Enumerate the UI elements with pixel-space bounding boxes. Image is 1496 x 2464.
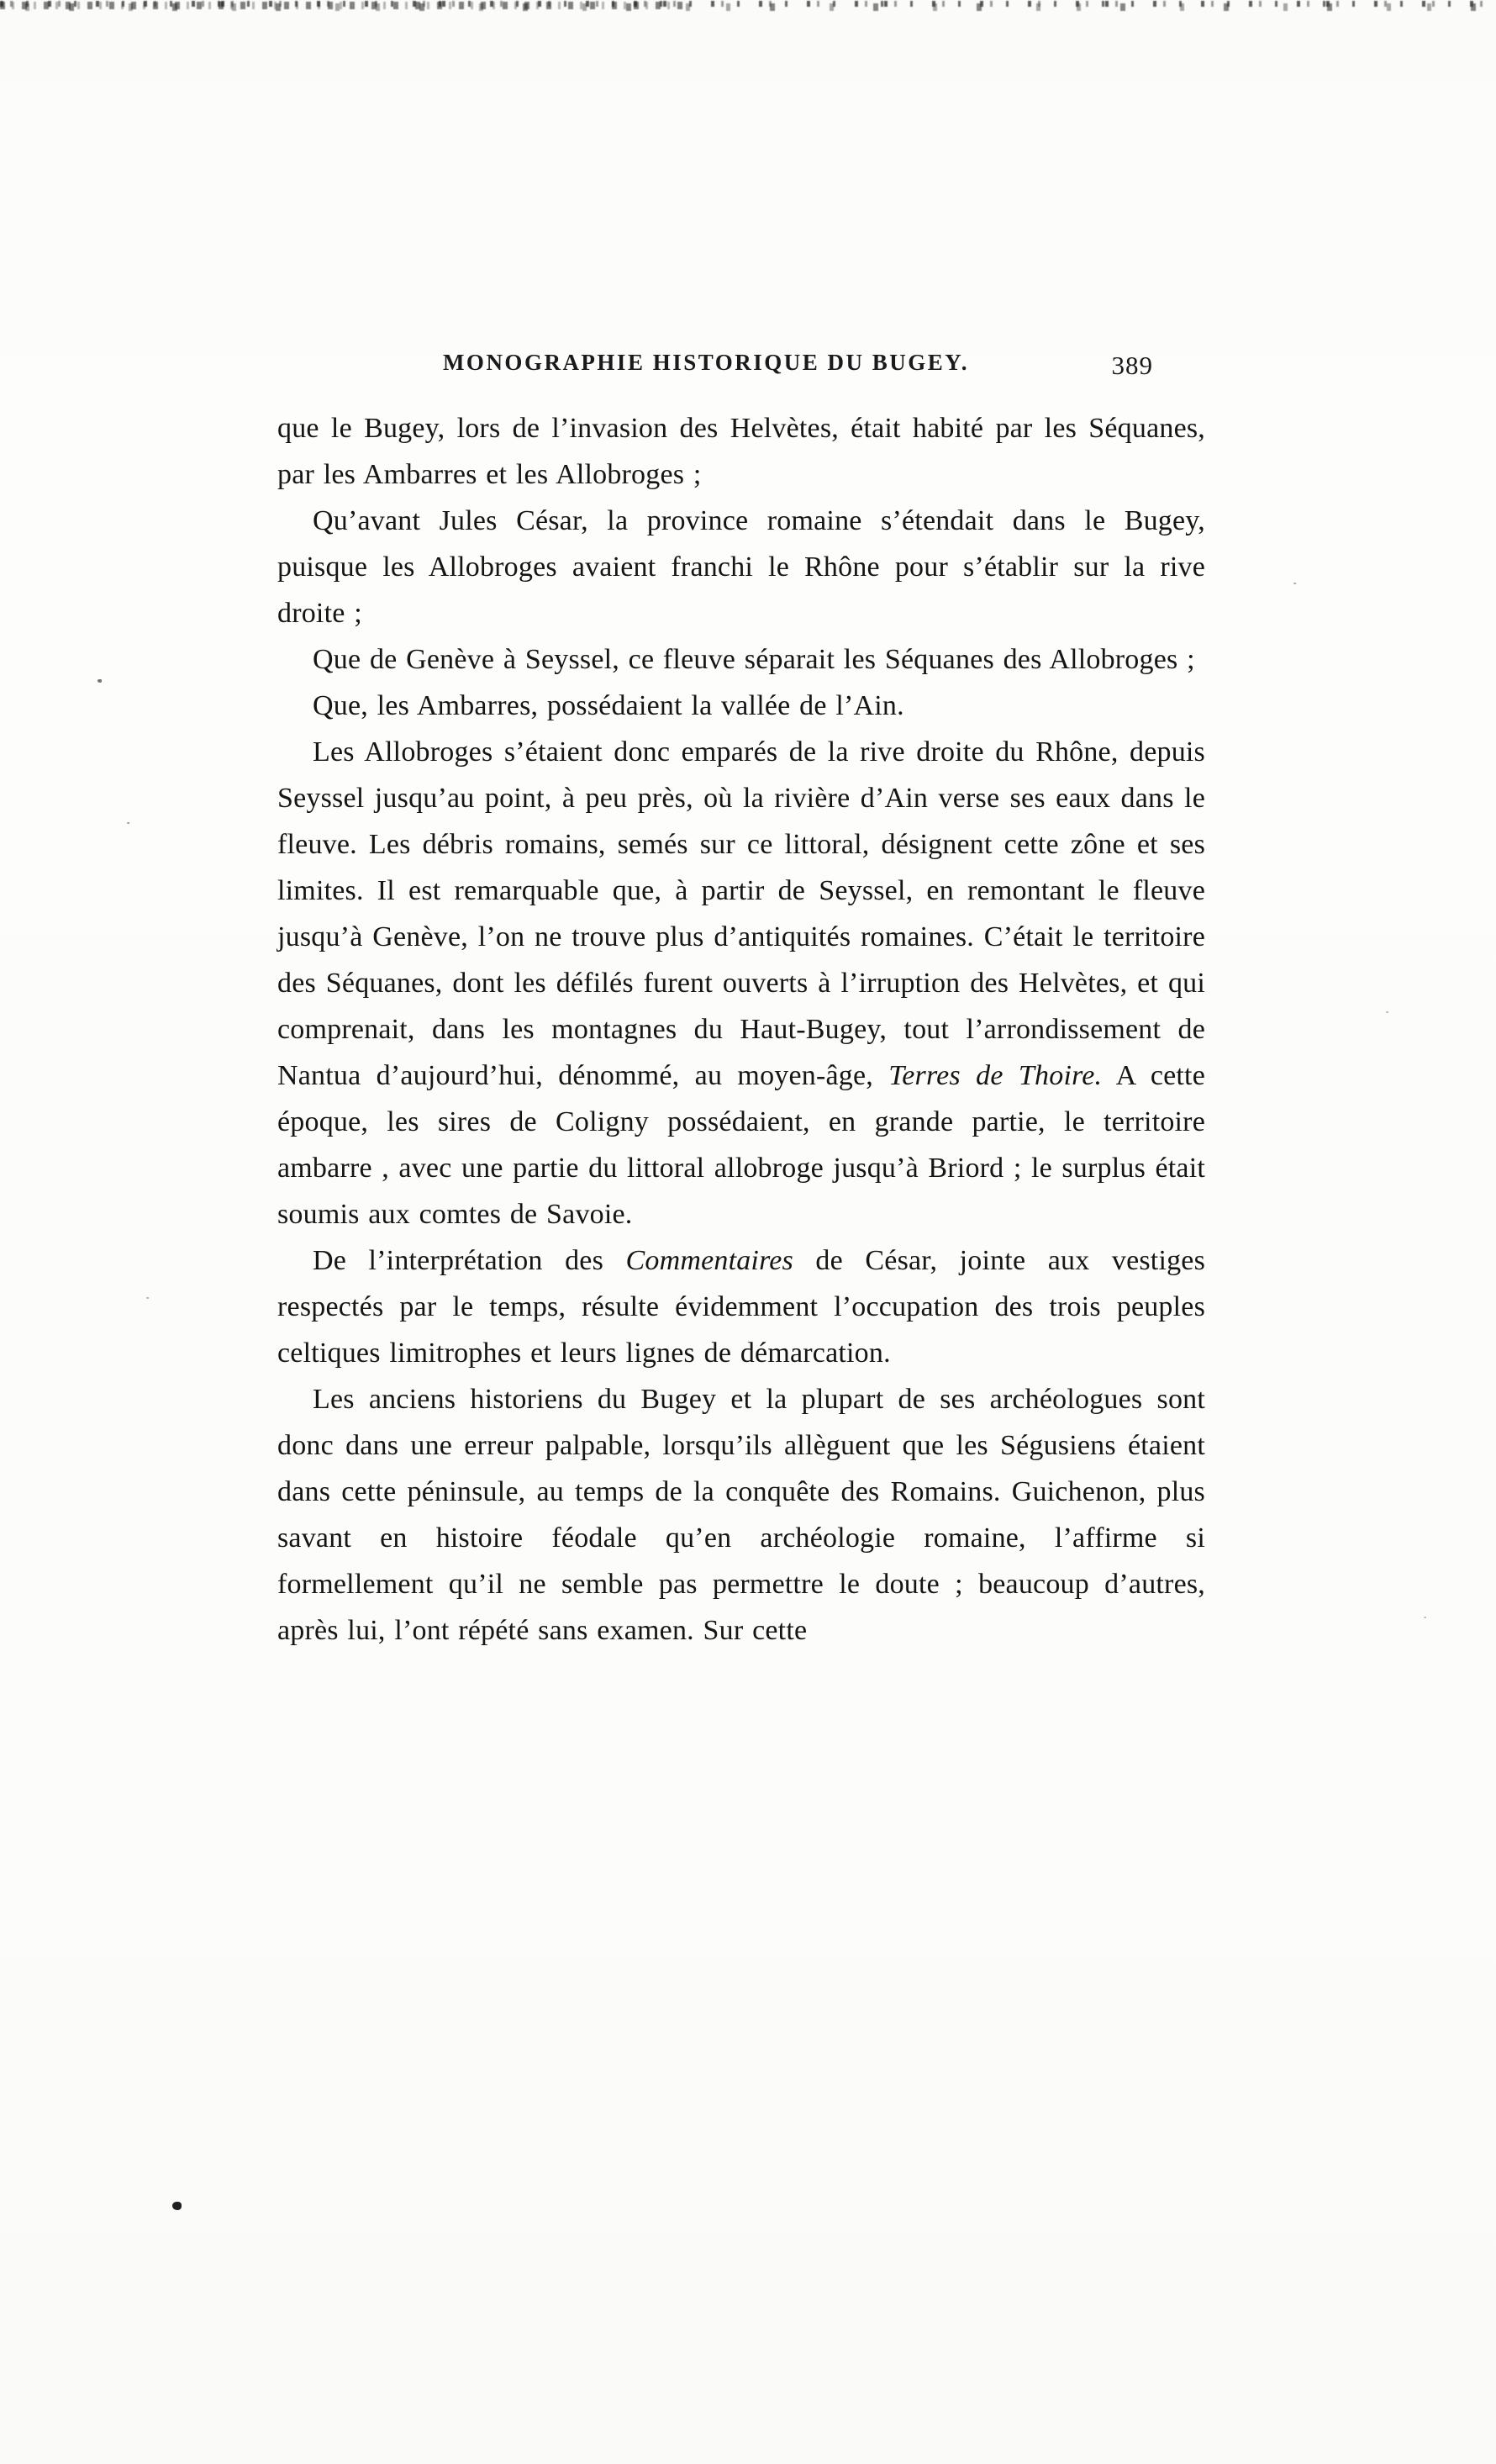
text-segment: Qu’avant Jules César, la province romaine s’étendait dans le Bugey, puisque les Allobroges avaient franchi le Rhône pour s’établir sur la rive droite ; [277, 505, 1205, 629]
page-header [277, 350, 1205, 387]
text-segment: que le Bugey, lors de l’invasion des Helvètes, était habité par les Séquanes, par les Ambarres et les Allobroges ; [277, 413, 1205, 490]
paragraph [277, 405, 1205, 498]
text-segment: Que, les Ambarres, possédaient la vallée de l’Ain. [313, 690, 904, 721]
body-text [277, 405, 1205, 1654]
text-segment: Les anciens historiens du Bugey et la plupart de ses archéologues sont donc dans une erreur palpable, lorsqu’ils allèguent que les Ségusiens étaient dans cette péninsule, au temps de la conquête des Romains. Guichenon, plus savant en histoire féodale qu’en archéologie romaine, l’affirme si formellement qu’il ne semble pas permettre le doute ; beaucoup d’autres, après lui, l’ont répété sans examen. Sur cette [277, 1384, 1205, 1646]
paragraph [277, 1237, 1205, 1376]
paragraph [277, 1376, 1205, 1654]
paragraph [277, 498, 1205, 636]
text-segment: A cette époque, les sires de Coligny possédaient, en grande partie, le territoire ambarre , avec une partie du littoral allobroge jusqu’à Briord ; le surplus était soumis aux comtes de Savoie. [277, 1060, 1205, 1230]
paragraph [277, 729, 1205, 1237]
italic-text-segment: Terres de Thoire. [888, 1060, 1103, 1091]
paragraph [277, 636, 1205, 683]
scan-edge-noise-left [0, 2, 688, 9]
text-segment: Les Allobroges s’étaient donc emparés de la rive droite du Rhône, depuis Seyssel jusqu’au point, à peu près, où la rivière d’Ain verse ses eaux dans le fleuve. Les débris romains, semés sur ce littoral, désignent cette zône et ses limites. Il est remarquable que, à partir de Seyssel, en remontant le fleuve jusqu’à Genève, l’on ne trouve plus d’antiquités romaines. C’était le territoire des Séquanes, dont les défilés furent ouverts à l’irruption des Helvètes, et qui comprenait, dans les montagnes du Haut-Bugey, tout l’arrondissement de Nantua d’aujourd’hui, dénommé, au moyen-âge, [277, 736, 1205, 1091]
text-segment: de César, jointe aux vestiges respectés par le temps, résulte évidemment l’occupation des trois peuples celtiques limitrophes et leurs lignes de démarcation. [277, 1245, 1206, 1369]
text-segment: Que de Genève à Seyssel, ce fleuve séparait les Séquanes des Allobroges ; [313, 644, 1195, 675]
running-title: MONOGRAPHIE HISTORIQUE DU BUGEY. [442, 350, 970, 375]
ink-speck [172, 2202, 182, 2210]
italic-text-segment: Commentaires [625, 1245, 793, 1276]
paragraph [277, 683, 1205, 729]
text-segment: De l’interprétation des [313, 1245, 626, 1276]
page-number: 389 [1111, 351, 1153, 380]
